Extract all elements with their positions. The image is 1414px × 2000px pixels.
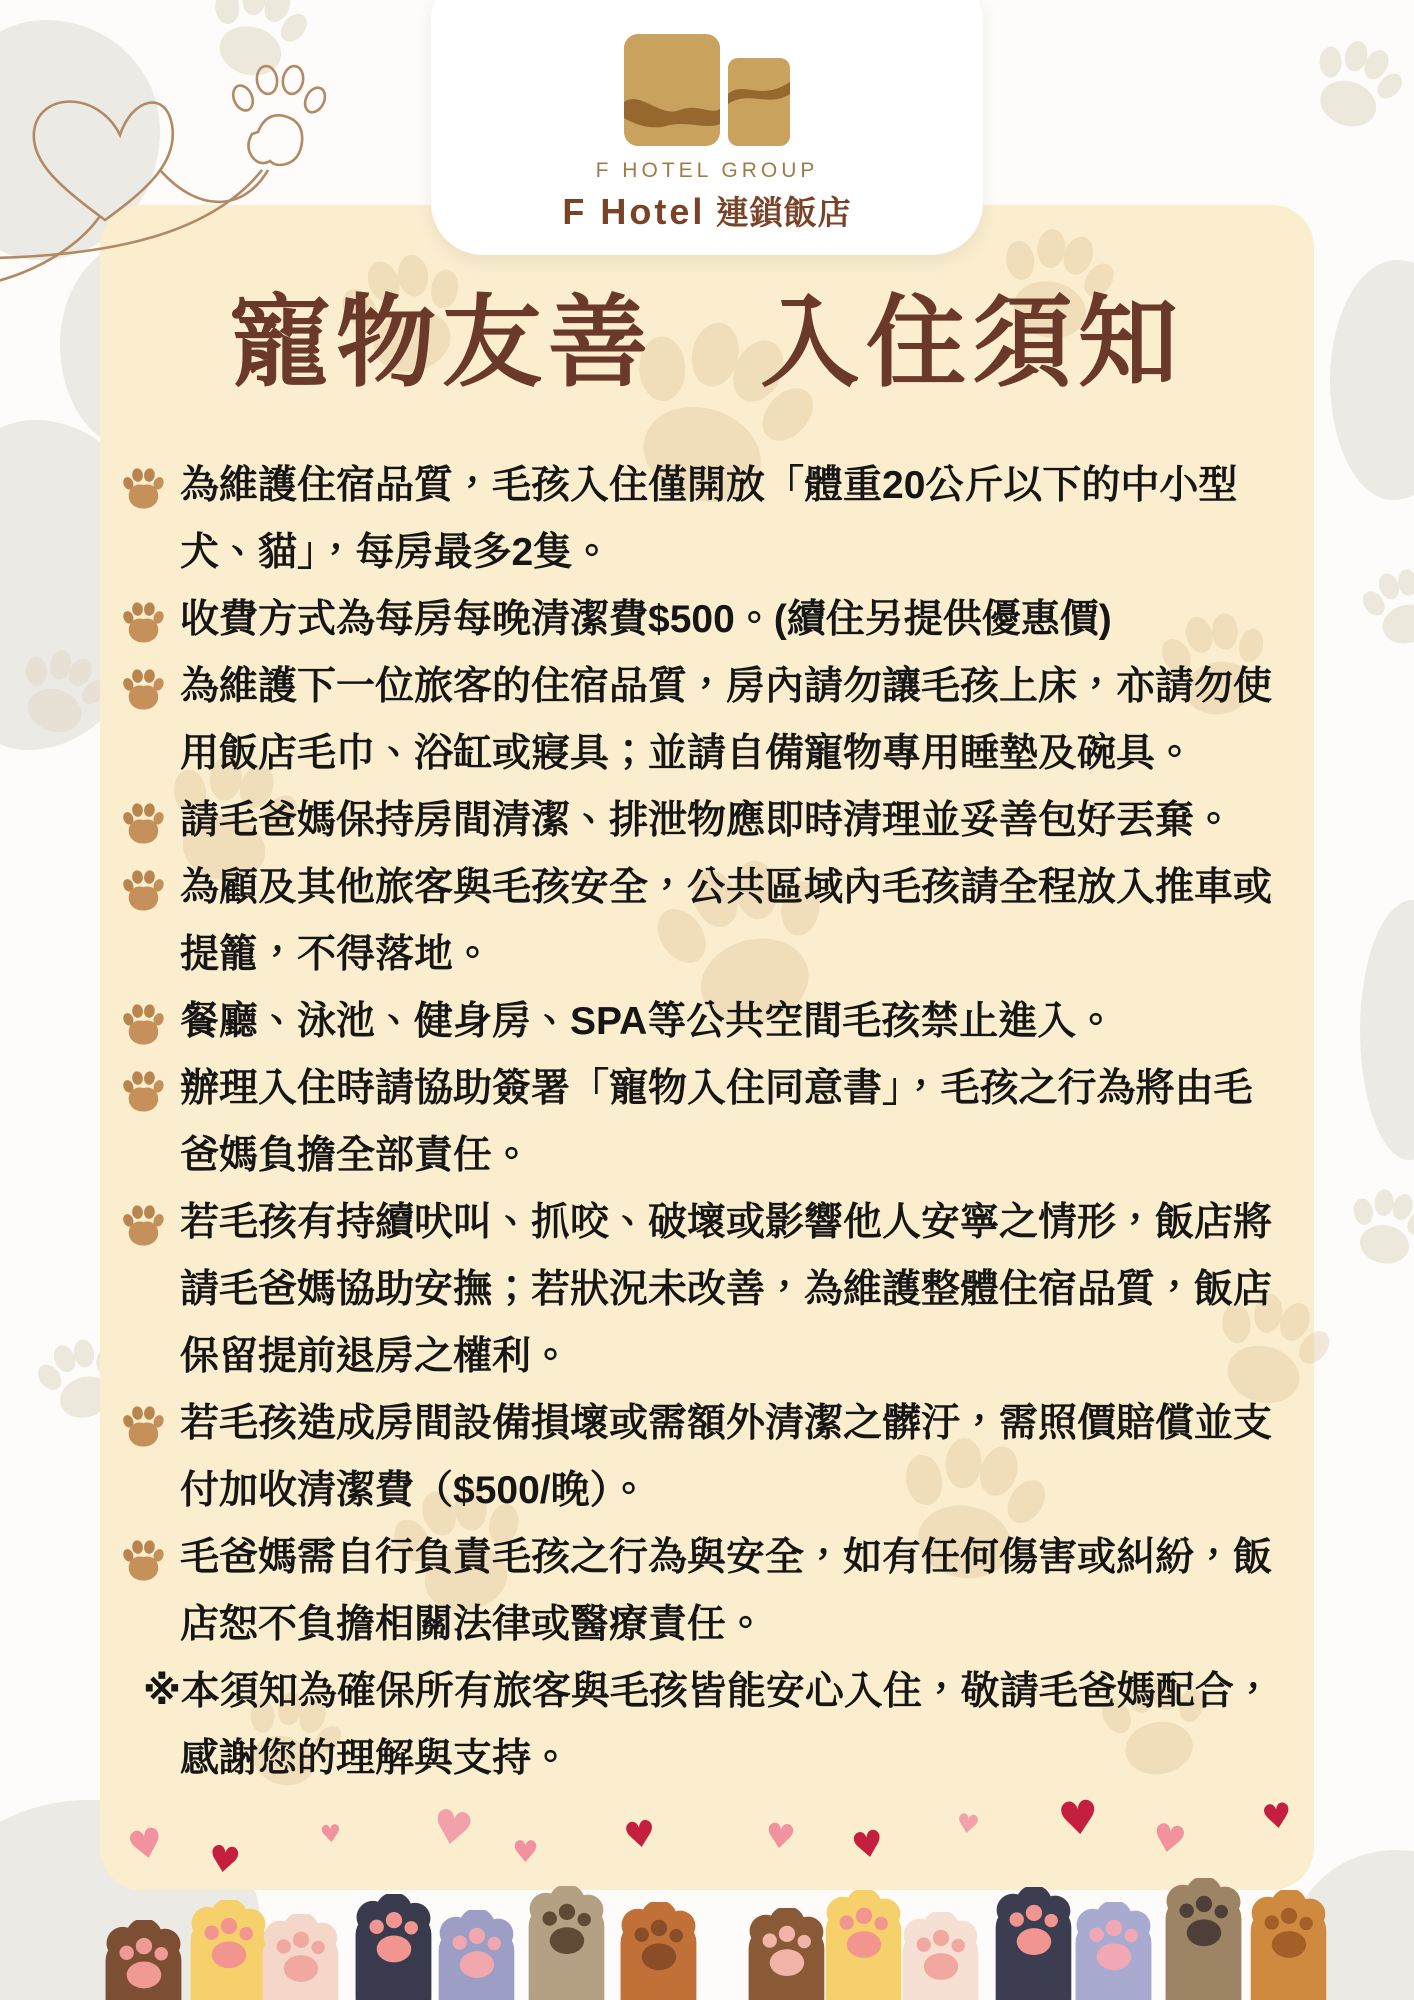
rule-text: 為維護住宿品質，毛孩入住僅開放「體重20公斤以下的中小型犬、貓」，每房最多2隻。: [180, 464, 1238, 574]
rule-text: 若毛孩有持續吠叫、抓咬、破壞或影響他人安寧之情形，飯店將請毛爸媽協助安撫；若狀況未改善，為維護整體住宿品質，飯店保留提前退房之權利。: [180, 1201, 1273, 1378]
rule-text: 為顧及其他旅客與毛孩安全，公共區域內毛孩請全程放入推車或提籠，不得落地。: [180, 866, 1273, 976]
paw-bullet-icon: [120, 599, 166, 643]
paw-bullet-icon: [120, 800, 166, 844]
animal-paw-decoration: [345, 1894, 441, 2000]
paw-bullet-icon: [120, 1001, 166, 1045]
paw-bullet-icon: [120, 867, 166, 911]
paw-print-decoration: [1285, 15, 1414, 156]
footer-paws: [0, 1780, 1414, 2000]
animal-paw-decoration: [428, 1910, 524, 2000]
heart-decoration: ♥: [1259, 1795, 1296, 1839]
animal-paw-decoration: [1240, 1890, 1336, 2000]
heart-decoration: ♥: [318, 1819, 343, 1849]
logo-brand-name: [431, 187, 983, 234]
rule-item: [118, 854, 1290, 988]
footnote-item: [118, 1658, 1290, 1792]
animal-paw-decoration: [610, 1902, 706, 2000]
f-hotel-logo-mark: [622, 32, 792, 148]
rule-item: [118, 1524, 1290, 1658]
logo-card: [431, 0, 983, 255]
background-blob: [1360, 900, 1414, 1160]
brand-latin-text: F Hotel: [562, 191, 706, 232]
animal-paw-decoration: [252, 1914, 348, 2000]
rule-item: [118, 1055, 1290, 1189]
rule-text: 辦理入住時請協助簽署「寵物入住同意書」，毛孩之行為將由毛爸媽負擔全部責任。: [180, 1067, 1253, 1177]
rule-text: 毛爸媽需自行負責毛孩之行為與安全，如有任何傷害或糾紛，飯店恕不負擔相關法律或醫療責任。: [180, 1536, 1273, 1646]
animal-paw-decoration: [1065, 1902, 1161, 2000]
paw-bullet-icon: [120, 1068, 166, 1112]
animal-paw-decoration: [95, 1920, 191, 2000]
heart-paw-lineart-icon: [0, 20, 340, 290]
animal-paw-decoration: [518, 1886, 614, 2000]
rules-list: [118, 452, 1290, 1792]
heart-decoration: ♥: [1148, 1814, 1190, 1864]
rule-text: 餐廳、泳池、健身房、SPA等公共空間毛孩禁止進入。: [180, 1000, 1116, 1043]
rule-text: 請毛爸媽保持房間清潔、排泄物應即時清理並妥善包好丟棄。: [180, 799, 1234, 842]
rule-text: 若毛孩造成房間設備損壞或需額外清潔之髒汙，需照價賠償並支付加收清潔費（$500/晚）。: [180, 1402, 1273, 1512]
heart-decoration: ♥: [427, 1797, 478, 1859]
heart-decoration: ♥: [512, 1835, 539, 1870]
paw-bullet-icon: [120, 1202, 166, 1246]
heart-decoration: ♥: [205, 1837, 244, 1884]
rule-text: 收費方式為每房每晚清潔費$500。(續住另提供優惠價): [180, 598, 1112, 641]
rule-item: [118, 1390, 1290, 1524]
rule-item: [118, 1189, 1290, 1390]
logo-group-name: F HOTEL GROUP: [595, 159, 819, 182]
rule-text: 為維護下一位旅客的住宿品質，房內請勿讓毛孩上床，亦請勿使用飯店毛巾、浴缸或寢具；並請自備寵物專用睡墊及碗具。: [180, 665, 1273, 775]
paw-bullet-icon: [120, 465, 166, 509]
animal-paw-decoration: [1155, 1878, 1251, 2000]
heart-decoration: ♥: [1055, 1788, 1102, 1848]
footnote-text: ※本須知為確保所有旅客與毛孩皆能安心入住，敬請毛爸媽配合，感謝您的理解與支持。: [143, 1670, 1273, 1780]
brand-suffix-text: 連鎖飯店: [715, 194, 852, 231]
page-title: 寵物友善 入住須知: [230, 287, 1184, 399]
paw-print-decoration: [1332, 1172, 1414, 1282]
animal-paw-decoration: [892, 1912, 988, 2000]
paw-bullet-icon: [120, 1537, 166, 1581]
rule-item: [118, 586, 1290, 653]
heart-decoration: ♥: [848, 1822, 888, 1869]
rule-item: [118, 787, 1290, 854]
heart-decoration: ♥: [762, 1815, 798, 1859]
heart-decoration: ♥: [954, 1808, 982, 1842]
rule-item: [118, 653, 1290, 787]
rule-item: [118, 988, 1290, 1055]
paw-print-decoration: [1344, 549, 1414, 665]
rule-item: [118, 452, 1290, 586]
paw-bullet-icon: [120, 1403, 166, 1447]
heart-decoration: ♥: [123, 1818, 169, 1872]
paw-bullet-icon: [120, 666, 166, 710]
heart-decoration: ♥: [621, 1812, 659, 1859]
